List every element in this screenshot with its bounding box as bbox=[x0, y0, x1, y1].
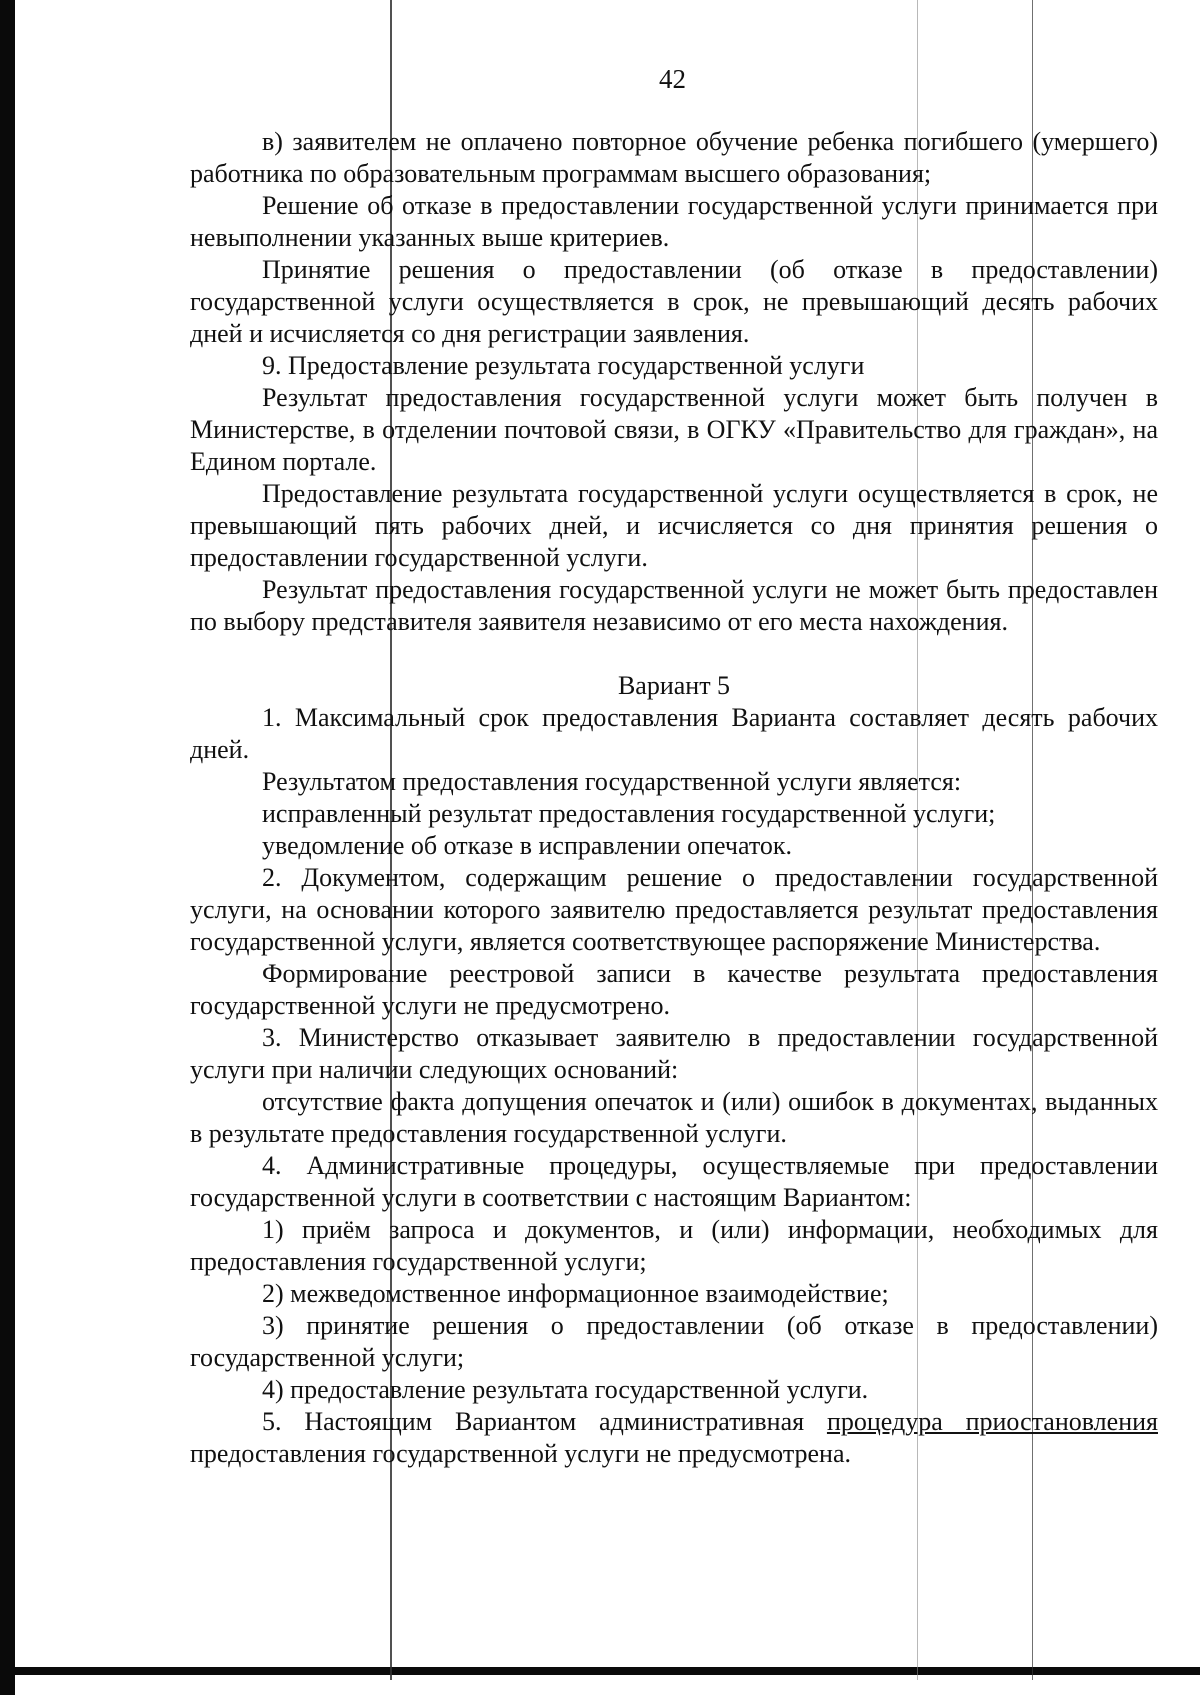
text-run: 5. Настоящим Вариантом административная bbox=[262, 1407, 827, 1436]
paragraph: 2) межведомственное информационное взаимодействие; bbox=[262, 1279, 889, 1308]
paragraph: 1. Максимальный срок предоставления Варианта составляет десять рабочих дней. bbox=[190, 703, 1158, 764]
paragraph: Результат предоставления государственной услуги не может быть предоставлен по выбору представителя заявителя независимо от его места нахождения. bbox=[190, 575, 1158, 636]
paragraph: Формирование реестровой записи в качестве результата предоставления государственной услуги не предусмотрено. bbox=[190, 959, 1158, 1020]
paragraph: Результат предоставления государственной услуги может быть получен в Министерстве, в отделении почтовой связи, в ОГКУ «Правительство для граждан», на Едином портале. bbox=[190, 383, 1158, 476]
paragraph: 9. Предоставление результата государственной услуги bbox=[262, 351, 865, 380]
underlined-text: процедура приостановления bbox=[826, 1407, 1158, 1436]
paragraph: 4. Административные процедуры, осуществляемые при предоставлении государственной услуги в соответствии с настоящим Вариантом: bbox=[190, 1151, 1158, 1212]
paragraph: отсутствие факта допущения опечаток и (или) ошибок в документах, выданных в результате предоставления государственной услуги. bbox=[190, 1087, 1158, 1148]
paragraph: 1) приём запроса и документов, и (или) информации, необходимых для предоставления государственной услуги; bbox=[190, 1215, 1158, 1276]
paragraph: уведомление об отказе в исправлении опечаток. bbox=[262, 831, 793, 860]
paragraph: Принятие решения о предоставлении (об отказе в предоставлении) государственной услуги осуществляется в срок, не превышающий десять рабочих дней и исчисляется со дня регистрации заявления. bbox=[190, 255, 1158, 348]
paragraph: 3. Министерство отказывает заявителю в предоставлении государственной услуги при наличии следующих оснований: bbox=[190, 1023, 1158, 1084]
paragraph: Решение об отказе в предоставлении государственной услуги принимается при невыполнении указанных выше критериев. bbox=[190, 191, 1158, 252]
scan-bottom-border bbox=[0, 1667, 1200, 1675]
section-heading: Вариант 5 bbox=[617, 671, 731, 700]
page-number: 42 bbox=[659, 64, 686, 94]
document-body bbox=[190, 126, 1158, 1470]
paragraph: 2. Документом, содержащим решение о предоставлении государственной услуги, на основании которого заявителю предоставляется результат предоставления государственной услуги, является соответствующее распоряжение Министерства. bbox=[190, 863, 1158, 956]
paragraph: 4) предоставление результата государственной услуги. bbox=[262, 1375, 869, 1404]
paragraph: Предоставление результата государственной услуги осуществляется в срок, не превышающий пять рабочих дней, и исчисляется со дня принятия решения о предоставлении государственной услуги. bbox=[190, 479, 1158, 572]
scan-left-border bbox=[0, 0, 15, 1695]
paragraph: Результатом предоставления государственной услуги является: bbox=[262, 767, 962, 796]
paragraph: 3) принятие решения о предоставлении (об отказе в предоставлении) государственной услуги; bbox=[190, 1311, 1158, 1372]
paragraph: в) заявителем не оплачено повторное обучение ребенка погибшего (умершего) работника по образовательным программам высшего образования; bbox=[190, 127, 1158, 188]
text-run: предоставления государственной услуги не предусмотрена. bbox=[190, 1439, 851, 1468]
paragraph: исправленный результат предоставления государственной услуги; bbox=[262, 799, 996, 828]
paragraph-last bbox=[190, 1406, 1158, 1470]
